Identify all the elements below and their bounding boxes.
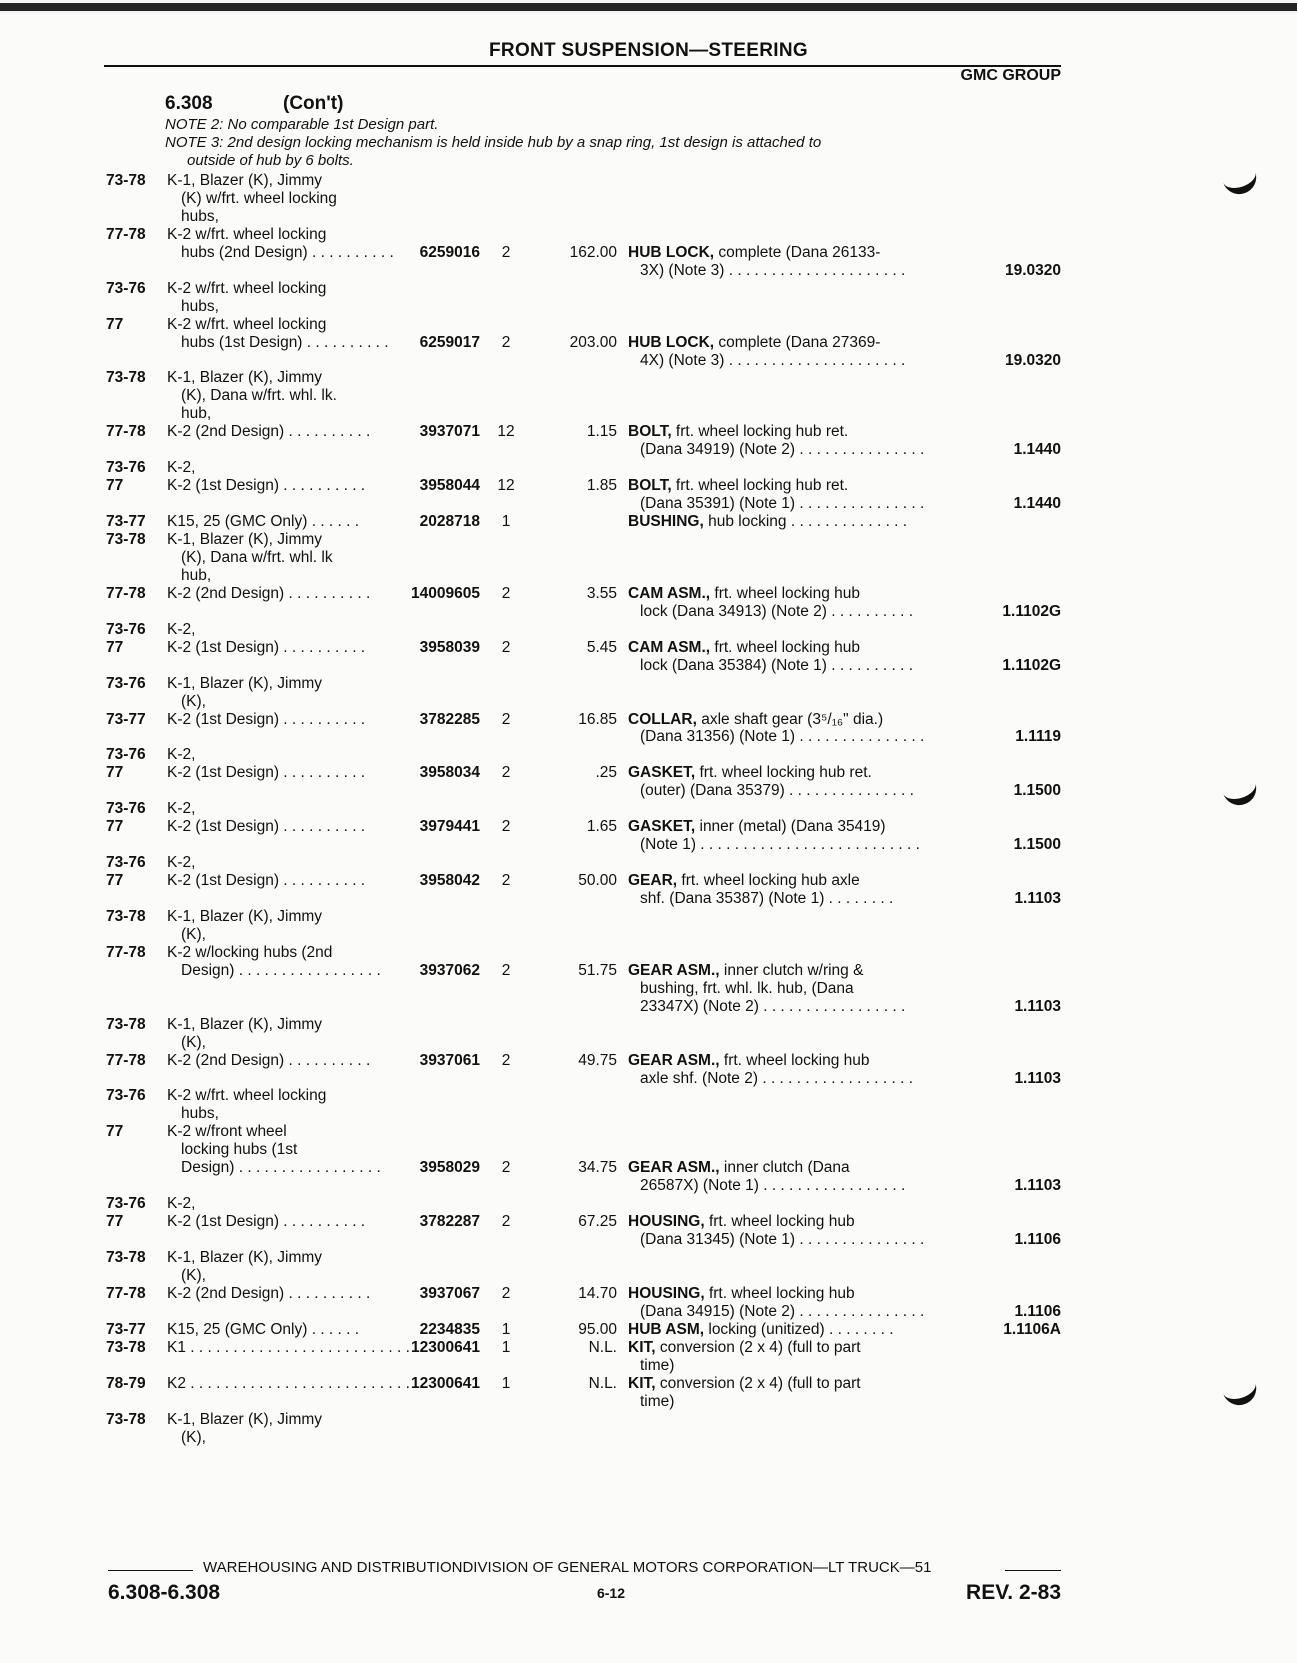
part-name: KIT,	[628, 1338, 656, 1356]
description	[628, 1051, 948, 1070]
model-year: 73-78	[106, 369, 146, 387]
description	[628, 1212, 948, 1231]
part-name: HUB LOCK,	[628, 243, 715, 261]
group-number: 19.0320	[1004, 351, 1061, 369]
application: K-2,	[167, 854, 196, 872]
price: N.L.	[588, 1338, 617, 1356]
application: (K),	[181, 1033, 206, 1051]
application: K-2,	[167, 746, 196, 764]
description	[640, 1069, 960, 1088]
application: hubs (1st Design) . . . . . . . . . .	[181, 333, 389, 351]
part-number: 3958044	[419, 477, 480, 495]
application: hubs (2nd Design) . . . . . . . . . .	[181, 243, 394, 261]
quantity: 2	[501, 1051, 511, 1069]
quantity: 2	[501, 243, 511, 261]
page-title: FRONT SUSPENSION—STEERING	[489, 40, 808, 61]
price: 5.45	[586, 638, 617, 656]
description	[628, 512, 948, 531]
part-number: 3782287	[419, 1213, 480, 1231]
application: (K),	[181, 1266, 206, 1284]
group-number: 1.1102G	[1002, 602, 1061, 620]
part-description: locking (unitized) . . . . . . . .	[704, 1320, 894, 1338]
model-year: 73-76	[106, 620, 146, 638]
model-year: 77	[106, 818, 124, 836]
note-3: NOTE 3: 2nd design locking mechanism is held inside hub by a snap ring, 1st design is attached to	[165, 134, 822, 151]
model-year: 77-78	[106, 423, 146, 441]
application: K-1, Blazer (K), Jimmy	[167, 674, 323, 692]
model-year: 73-78	[106, 1338, 146, 1356]
application: K-2 (1st Design) . . . . . . . . . .	[167, 710, 366, 728]
application: K-2 w/frt. wheel locking	[167, 225, 327, 243]
description	[640, 1176, 960, 1195]
part-name: GEAR ASM.,	[628, 961, 720, 979]
model-year: 77	[106, 638, 124, 656]
part-description: frt. wheel locking hub	[704, 1213, 855, 1231]
quantity: 2	[501, 1213, 511, 1231]
description	[640, 351, 960, 370]
application: K-1, Blazer (K), Jimmy	[167, 531, 323, 548]
part-description: shf. (Dana 35387) (Note 1) . . . . . . . .	[640, 890, 894, 907]
part-number: 3958034	[419, 764, 480, 782]
group-number: 1.1103	[1014, 997, 1061, 1015]
group-number: 1.1103	[1014, 1177, 1061, 1195]
quantity: 1	[501, 1320, 511, 1338]
part-number: 2028718	[419, 513, 480, 531]
price: 51.75	[578, 961, 617, 979]
part-description: (Dana 31345) (Note 1) . . . . . . . . . . . . . . .	[640, 1231, 925, 1249]
part-description: bushing, frt. whl. lk. hub, (Dana	[640, 979, 854, 997]
model-year: 73-77	[106, 513, 146, 531]
model-year: 77-78	[106, 1051, 146, 1069]
part-description: axle shaft gear (3⁵/₁₆" dia.)	[696, 710, 884, 728]
application: K-1, Blazer (K), Jimmy	[167, 1249, 323, 1266]
application: K-2 w/frt. wheel locking	[167, 279, 327, 297]
application: K-2 (2nd Design) . . . . . . . . . .	[167, 423, 371, 441]
part-name: HUB ASM,	[628, 1320, 705, 1338]
model-year: 77-78	[106, 943, 146, 961]
model-year: 73-76	[106, 854, 146, 872]
application: K-2 w/locking hubs (2nd	[167, 943, 333, 961]
group-number: 1.1119	[1015, 728, 1061, 746]
part-name: HOUSING,	[628, 1213, 705, 1231]
model-year: 73-76	[106, 459, 146, 477]
footer-section-range: 6.308-6.308	[108, 1581, 221, 1604]
model-year: 73-77	[106, 710, 146, 728]
part-name: CAM ASM.,	[628, 584, 711, 602]
application: locking hubs (1st	[181, 1141, 298, 1159]
application: K-2 (1st Design) . . . . . . . . . .	[167, 638, 366, 656]
part-description: frt. wheel locking hub	[710, 638, 861, 656]
part-name: BOLT,	[628, 477, 672, 495]
part-name: GEAR ASM.,	[628, 1159, 720, 1177]
note-2: NOTE 2: No comparable 1st Design part.	[165, 116, 439, 133]
part-description: frt. wheel locking hub axle	[677, 872, 860, 890]
model-year: 73-76	[106, 800, 146, 818]
part-name: GASKET,	[628, 818, 696, 836]
model-year: 77	[106, 1123, 124, 1141]
part-description: frt. wheel locking hub ret.	[671, 423, 849, 441]
section-number: 6.308	[165, 93, 213, 114]
footer-rule-left	[108, 1570, 193, 1571]
model-year: 78-79	[106, 1374, 146, 1392]
description	[640, 494, 960, 513]
description	[628, 817, 948, 836]
part-number: 3782285	[419, 710, 480, 728]
part-description: (Dana 34915) (Note 2) . . . . . . . . . . . . . . .	[640, 1302, 925, 1320]
part-description: (Note 1) . . . . . . . . . . . . . . . . . . . . . . . . . .	[640, 836, 920, 854]
price: 1.15	[586, 423, 617, 441]
part-description: frt. wheel locking hub	[704, 1284, 855, 1302]
note-3-continued: outside of hub by 6 bolts.	[187, 152, 354, 169]
price: N.L.	[588, 1374, 617, 1392]
model-year: 73-78	[106, 1015, 146, 1033]
part-description: 26587X) (Note 1) . . . . . . . . . . . . . . . . .	[640, 1177, 906, 1195]
application: K-2 w/frt. wheel locking	[167, 1087, 327, 1105]
application: K1 . . . . . . . . . . . . . . . . . . . . . . . . . . .	[167, 1338, 419, 1356]
part-description: inner clutch w/ring &	[719, 961, 864, 979]
quantity: 2	[501, 872, 511, 890]
application: hubs,	[181, 297, 219, 315]
quantity: 2	[501, 818, 511, 836]
application: (K),	[181, 692, 206, 710]
part-number: 12300641	[411, 1374, 480, 1392]
part-number: 14009605	[411, 584, 480, 602]
part-description: frt. wheel locking hub	[710, 584, 861, 602]
price: 50.00	[578, 872, 617, 890]
part-number: 3958039	[419, 638, 480, 656]
application: K-2 (1st Design) . . . . . . . . . .	[167, 477, 366, 495]
description	[640, 835, 960, 854]
application: K15, 25 (GMC Only) . . . . . .	[167, 513, 360, 531]
quantity: 2	[501, 764, 511, 782]
application: K-2 (1st Design) . . . . . . . . . .	[167, 1213, 366, 1231]
model-year: 73-76	[106, 1087, 146, 1105]
model-year: 77	[106, 477, 124, 495]
description	[628, 710, 948, 729]
part-name: KIT,	[628, 1374, 656, 1392]
model-year: 73-76	[106, 279, 146, 297]
application: K-2 (2nd Design) . . . . . . . . . .	[167, 1051, 371, 1069]
section-continued: (Con't)	[283, 93, 344, 114]
model-year: 73-76	[106, 746, 146, 764]
part-number: 3937067	[419, 1284, 480, 1302]
part-name: GEAR ASM.,	[628, 1051, 720, 1069]
model-year: 73-76	[106, 1195, 146, 1213]
part-description: lock (Dana 34913) (Note 2) . . . . . . . . . .	[640, 602, 914, 620]
part-description: 3X) (Note 3) . . . . . . . . . . . . . . . . . . . . .	[640, 261, 906, 279]
model-year: 77-78	[106, 584, 146, 602]
part-number: 6259017	[419, 333, 480, 351]
group-number: 1.1106	[1014, 1231, 1061, 1249]
description	[628, 1320, 948, 1339]
quantity: 12	[497, 423, 515, 441]
part-name: GEAR,	[628, 872, 678, 890]
quantity: 2	[501, 1159, 511, 1177]
model-year: 73-76	[106, 674, 146, 692]
application: K-1, Blazer (K), Jimmy	[167, 172, 323, 189]
price: .25	[595, 764, 617, 782]
model-year: 73-77	[106, 1320, 146, 1338]
part-name: HUB LOCK,	[628, 333, 715, 351]
part-name: COLLAR,	[628, 710, 697, 728]
part-number: 3958029	[419, 1159, 480, 1177]
group-number: 1.1106A	[1003, 1320, 1061, 1338]
part-name: BUSHING,	[628, 513, 704, 531]
application: K-2 w/front wheel	[167, 1123, 287, 1141]
application: (K), Dana w/frt. whl. lk	[181, 548, 333, 566]
part-description: inner (metal) (Dana 35419)	[695, 818, 886, 836]
price: 162.00	[569, 243, 617, 261]
price: 14.70	[578, 1284, 617, 1302]
part-number: 12300641	[411, 1338, 480, 1356]
application: K-1, Blazer (K), Jimmy	[167, 907, 323, 925]
part-description: complete (Dana 26133-	[714, 243, 881, 261]
part-description: inner clutch (Dana	[719, 1159, 850, 1177]
description	[628, 638, 948, 657]
application: K-1, Blazer (K), Jimmy	[167, 369, 323, 387]
quantity: 12	[497, 477, 515, 495]
part-number: 3979441	[419, 818, 480, 836]
description	[640, 1392, 960, 1411]
description	[628, 243, 948, 262]
part-description: conversion (2 x 4) (full to part	[655, 1374, 861, 1392]
part-number: 2234835	[419, 1320, 480, 1338]
application: K-2,	[167, 620, 196, 638]
description	[640, 1230, 960, 1249]
model-year: 73-78	[106, 1410, 146, 1428]
footer-revision: REV. 2-83	[966, 1581, 1061, 1604]
application: (K),	[181, 925, 206, 943]
application: Design) . . . . . . . . . . . . . . . . .	[181, 1159, 381, 1177]
quantity: 2	[501, 638, 511, 656]
group-number: 1.1500	[1013, 836, 1061, 854]
application: hubs,	[181, 1105, 219, 1123]
description	[628, 333, 948, 352]
application: hubs,	[181, 207, 219, 225]
description	[640, 1302, 960, 1321]
footer-page-number: 6-12	[596, 1585, 626, 1601]
part-description: (Dana 34919) (Note 2) . . . . . . . . . . . . . . .	[640, 441, 925, 459]
part-name: BOLT,	[628, 423, 672, 441]
part-name: CAM ASM.,	[628, 638, 711, 656]
application: (K), Dana w/frt. whl. lk.	[181, 387, 337, 405]
description	[628, 1284, 948, 1303]
part-name: HOUSING,	[628, 1284, 705, 1302]
description	[628, 422, 948, 441]
price: 16.85	[578, 710, 617, 728]
model-year: 73-78	[106, 907, 146, 925]
description	[640, 781, 960, 800]
footer-rule-right	[1005, 1570, 1061, 1571]
quantity: 2	[501, 1284, 511, 1302]
description	[640, 440, 960, 459]
part-description: axle shf. (Note 2) . . . . . . . . . . . . . . . . . .	[640, 1069, 914, 1087]
quantity: 2	[501, 961, 511, 979]
description	[640, 889, 960, 908]
quantity: 1	[501, 1338, 511, 1356]
description	[640, 602, 960, 621]
part-name: GASKET,	[628, 764, 696, 782]
group-number: 1.1440	[1013, 441, 1061, 459]
price: 34.75	[578, 1159, 617, 1177]
price: 49.75	[578, 1051, 617, 1069]
group-number: 1.1103	[1014, 1069, 1061, 1087]
description	[628, 1338, 948, 1357]
part-description: time)	[640, 1392, 675, 1410]
application: (K) w/frt. wheel locking	[181, 189, 337, 207]
description	[628, 763, 948, 782]
part-description: (outer) (Dana 35379) . . . . . . . . . . . . . . .	[640, 782, 914, 800]
price: 1.65	[586, 818, 617, 836]
description	[628, 476, 948, 495]
part-description: (Dana 31356) (Note 1) . . . . . . . . . . . . . . .	[640, 728, 925, 746]
application: K2 . . . . . . . . . . . . . . . . . . . . . . . . . . .	[167, 1374, 419, 1392]
application: K-1, Blazer (K), Jimmy	[167, 1015, 323, 1033]
part-number: 3958042	[419, 872, 480, 890]
description	[640, 979, 960, 998]
application: K-2 (2nd Design) . . . . . . . . . .	[167, 1284, 371, 1302]
description	[628, 1374, 948, 1393]
group-number: 1.1103	[1014, 890, 1061, 907]
part-description: lock (Dana 35384) (Note 1) . . . . . . . . . .	[640, 656, 914, 674]
description	[628, 871, 948, 890]
model-year: 77	[106, 1213, 124, 1231]
part-description: frt. wheel locking hub ret.	[695, 764, 872, 782]
application: K15, 25 (GMC Only) . . . . . .	[167, 1320, 360, 1338]
part-description: (Dana 35391) (Note 1) . . . . . . . . . . . . . . .	[640, 495, 925, 513]
model-year: 73-78	[106, 172, 146, 189]
application: K-2 (1st Design) . . . . . . . . . .	[167, 872, 366, 890]
part-number: 3937062	[419, 961, 480, 979]
part-number: 3937061	[419, 1051, 480, 1069]
part-description: complete (Dana 27369-	[714, 333, 881, 351]
group-number: 1.1440	[1013, 495, 1061, 513]
model-year: 73-78	[106, 1249, 146, 1266]
footer-division-text: WAREHOUSING AND DISTRIBUTIONDIVISION OF GENERAL MOTORS CORPORATION—LT TRUCK—51	[203, 1559, 932, 1576]
application: K-1, Blazer (K), Jimmy	[167, 1410, 323, 1428]
application: K-2,	[167, 459, 196, 477]
quantity: 1	[501, 1374, 511, 1392]
model-year: 77	[106, 872, 124, 890]
part-description: hub locking . . . . . . . . . . . . . .	[703, 513, 908, 531]
quantity: 2	[501, 584, 511, 602]
model-year: 77-78	[106, 1284, 146, 1302]
description	[640, 656, 960, 675]
part-description: frt. wheel locking hub	[719, 1051, 870, 1069]
part-description: frt. wheel locking hub ret.	[671, 477, 849, 495]
description	[640, 261, 960, 280]
application: hub,	[181, 405, 212, 423]
application: (K),	[181, 1428, 206, 1446]
description	[628, 961, 948, 980]
quantity: 2	[501, 710, 511, 728]
part-description: conversion (2 x 4) (full to part	[655, 1338, 861, 1356]
group-label: GMC GROUP	[960, 67, 1061, 84]
model-year: 73-78	[106, 531, 146, 548]
application: K-2 (1st Design) . . . . . . . . . .	[167, 764, 366, 782]
quantity: 2	[501, 333, 511, 351]
application: K-2 (2nd Design) . . . . . . . . . .	[167, 584, 371, 602]
price: 67.25	[578, 1213, 617, 1231]
description	[628, 1158, 948, 1177]
model-year: 77	[106, 764, 124, 782]
description	[628, 584, 948, 603]
part-number: 6259016	[419, 243, 480, 261]
price: 1.85	[586, 477, 617, 495]
part-number: 3937071	[419, 423, 480, 441]
group-number: 1.1102G	[1002, 656, 1061, 674]
price: 3.55	[586, 584, 617, 602]
price: 203.00	[569, 333, 617, 351]
application: Design) . . . . . . . . . . . . . . . . .	[181, 961, 381, 979]
group-number: 19.0320	[1004, 261, 1061, 279]
part-description: 23347X) (Note 2) . . . . . . . . . . . . . . . . .	[640, 997, 906, 1015]
application: K-2 (1st Design) . . . . . . . . . .	[167, 818, 366, 836]
group-number: 1.1500	[1013, 782, 1061, 800]
application: K-2,	[167, 1195, 196, 1213]
part-description: 4X) (Note 3) . . . . . . . . . . . . . . . . . . . . .	[640, 351, 906, 369]
group-number: 1.1106	[1014, 1302, 1061, 1320]
price: 95.00	[578, 1320, 617, 1338]
part-description: time)	[640, 1356, 675, 1374]
description	[640, 1356, 960, 1375]
application: K-2,	[167, 800, 196, 818]
description	[640, 727, 960, 746]
quantity: 1	[501, 513, 511, 531]
model-year: 77-78	[106, 225, 146, 243]
description	[640, 997, 960, 1016]
application: hub,	[181, 566, 212, 584]
model-year: 77	[106, 315, 124, 333]
application: K-2 w/frt. wheel locking	[167, 315, 327, 333]
